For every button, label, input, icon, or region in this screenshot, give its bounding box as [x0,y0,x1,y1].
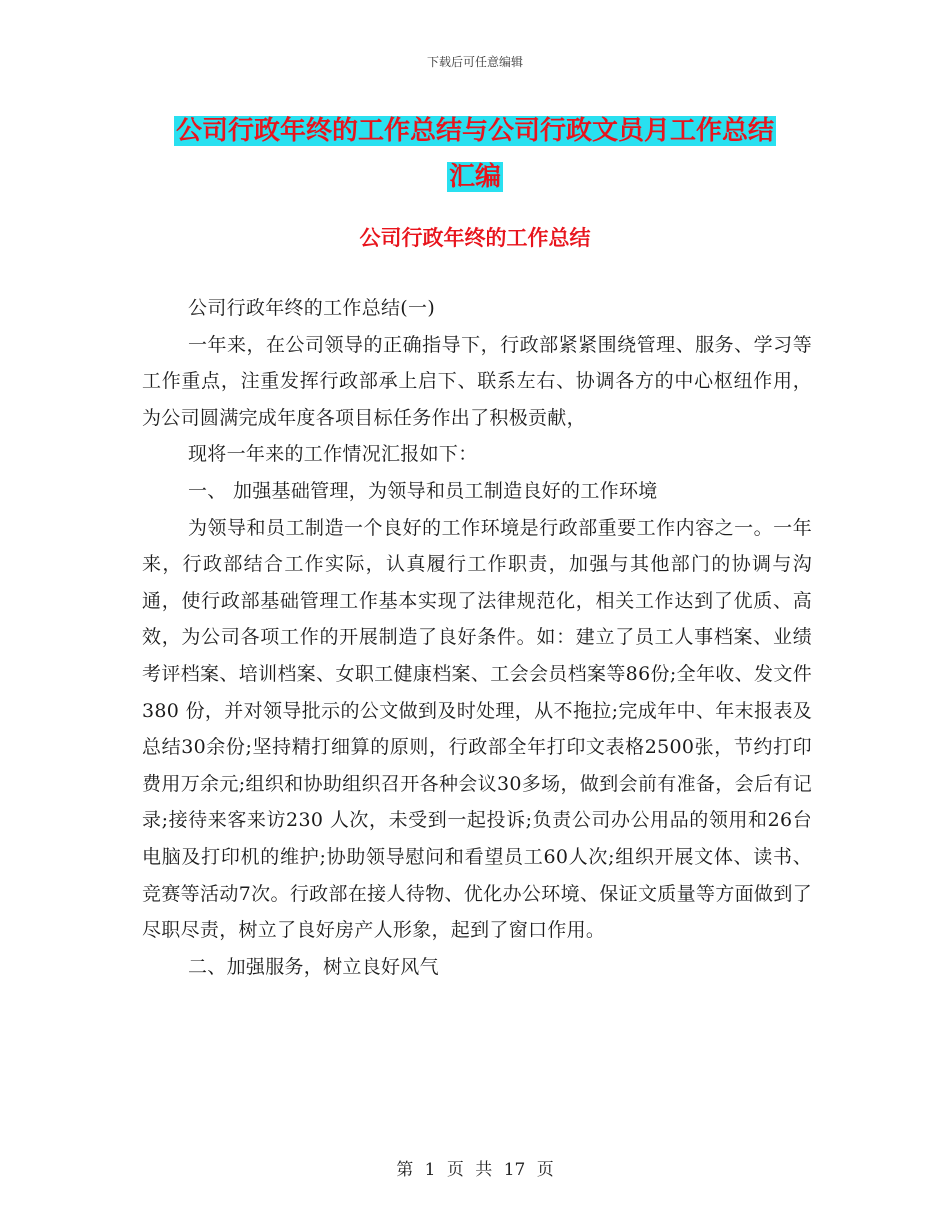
page-header-note: 下载后可任意编辑 [426,55,523,69]
document-title [140,108,810,200]
paragraph-intro: 一年来，在公司领导的正确指导下，行政部紧紧围绕管理、服务、学习等工作重点，注重发挥行政部承上启下、联系左右、协调各方的中心枢纽作用，为公司圆满完成年度各项目标任务作出了积极贡献， [142,333,812,429]
paragraph-report-lead: 现将一年来的工作情况汇报如下： [188,443,478,466]
document-body [142,290,812,985]
paragraph-heading-two: 二、加强服务，树立良好风气 [188,955,439,978]
paragraph-management-details: 为领导和员工制造一个良好的工作环境是行政部重要工作内容之一。一年来，行政部结合工作实际，认真履行工作职责，加强与其他部门的协调与沟通，使行政部基础管理工作基本实现了法律规范化，相关工作达到了优质、高效，为公司各项工作的开展制造了良好条件。如：建立了员工人事档案、业绩考评档案、培训档案、女职工健康档案、工会会员档案等86份;全年收、发文件380 份，并对领导批示的公文做到及时处理，从不拖拉;完成年中、年末报表及总结30余份;坚持精打细算的原则，行政部全年打印文表格2500张，节约打印费用万余元;组织和协助组织召开各种会议30多场，做到会前有准备，会后有记录;接待来客来访230 人次，未受到一起投诉;负责公司办公用品的领用和26台电脑及打印机的维护;协助领导慰问和看望员工60人次;组织开展文体、读书、竞赛等活动7次。行政部在接人待物、优化办公环境、保证文质量等方面做到了尽职尽责，树立了良好房产人形象，起到了窗口作用。 [142,516,812,942]
section-title: 公司行政年终的工作总结 [359,226,591,250]
paragraph-subtitle: 公司行政年终的工作总结(一) [188,297,436,319]
document-title-line-1: 公司行政年终的工作总结与公司行政文员月工作总结 [175,116,774,146]
paragraph-heading-one: 一、 加强基础管理，为领导和员工制造良好的工作环境 [188,479,658,502]
document-title-line-2: 汇编 [448,162,501,192]
page-footer: 第 1 页 共 17 页 [396,1160,554,1180]
